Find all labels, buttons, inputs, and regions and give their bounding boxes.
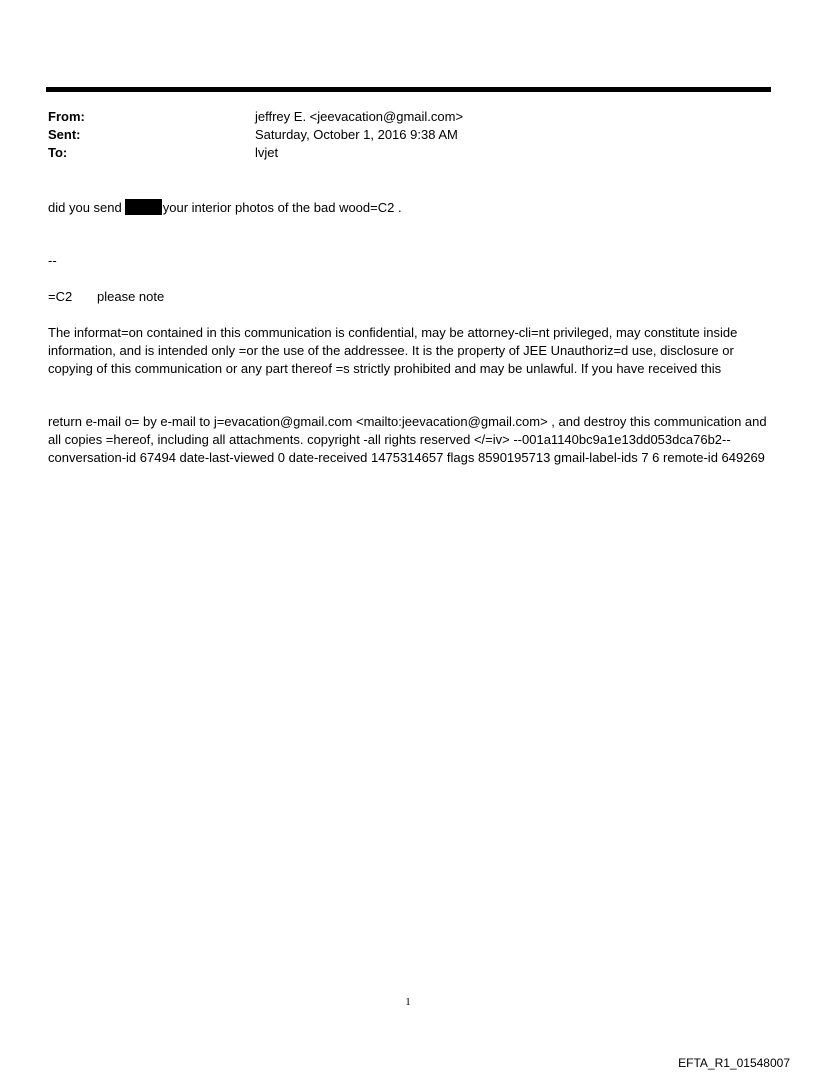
to-value: lvjet bbox=[255, 145, 279, 160]
redaction-box bbox=[125, 199, 162, 215]
message-line-end: your interior photos of the bad wood=C2 . bbox=[162, 200, 402, 215]
message-line-start: did you send bbox=[48, 200, 122, 215]
note-text: please note bbox=[97, 289, 165, 304]
signature-separator: -- bbox=[48, 253, 57, 268]
sent-row bbox=[48, 126, 748, 144]
to-label: To: bbox=[48, 145, 68, 160]
to-row bbox=[48, 144, 748, 162]
confidentiality-disclaimer: The informat=on contained in this communication is confidential, may be attorney-cli=nt privileged, may constitute inside information, and is intended only =or the use of the addressee. It is the property of JEE Unauthoriz=d use, disclosure or copying of this communication or any part thereof =s strictly prohibited and may be unlawful. If you have received this bbox=[48, 325, 738, 376]
return-instructions: return e-mail o= by e-mail to j=evacation@gmail.com <mailto:jeevacation@gmail.com> , and destroy this communication and all copies =hereof, including all attachments. copyright -all rights reserved </=iv> --001a1140bc9a1e13dd053dca76b2-- conversation-id 67494 date-last-viewed 0 date-received 1475314657 flags 8590195713 gmail-label-ids 7 6 remote-id 649269 bbox=[48, 414, 767, 465]
message-first-line bbox=[48, 199, 768, 217]
from-label: From: bbox=[48, 109, 85, 124]
email-headers bbox=[48, 108, 748, 162]
from-row bbox=[48, 108, 748, 126]
note-line bbox=[48, 288, 768, 306]
page-number: 1 bbox=[405, 996, 411, 1008]
document-id: EFTA_R1_01548007 bbox=[678, 1056, 790, 1070]
note-prefix: =C2 bbox=[48, 289, 73, 304]
header-divider bbox=[46, 87, 771, 92]
sent-label: Sent: bbox=[48, 127, 81, 142]
from-value: jeffrey E. <jeevacation@gmail.com> bbox=[255, 109, 464, 124]
sent-value: Saturday, October 1, 2016 9:38 AM bbox=[255, 127, 458, 142]
